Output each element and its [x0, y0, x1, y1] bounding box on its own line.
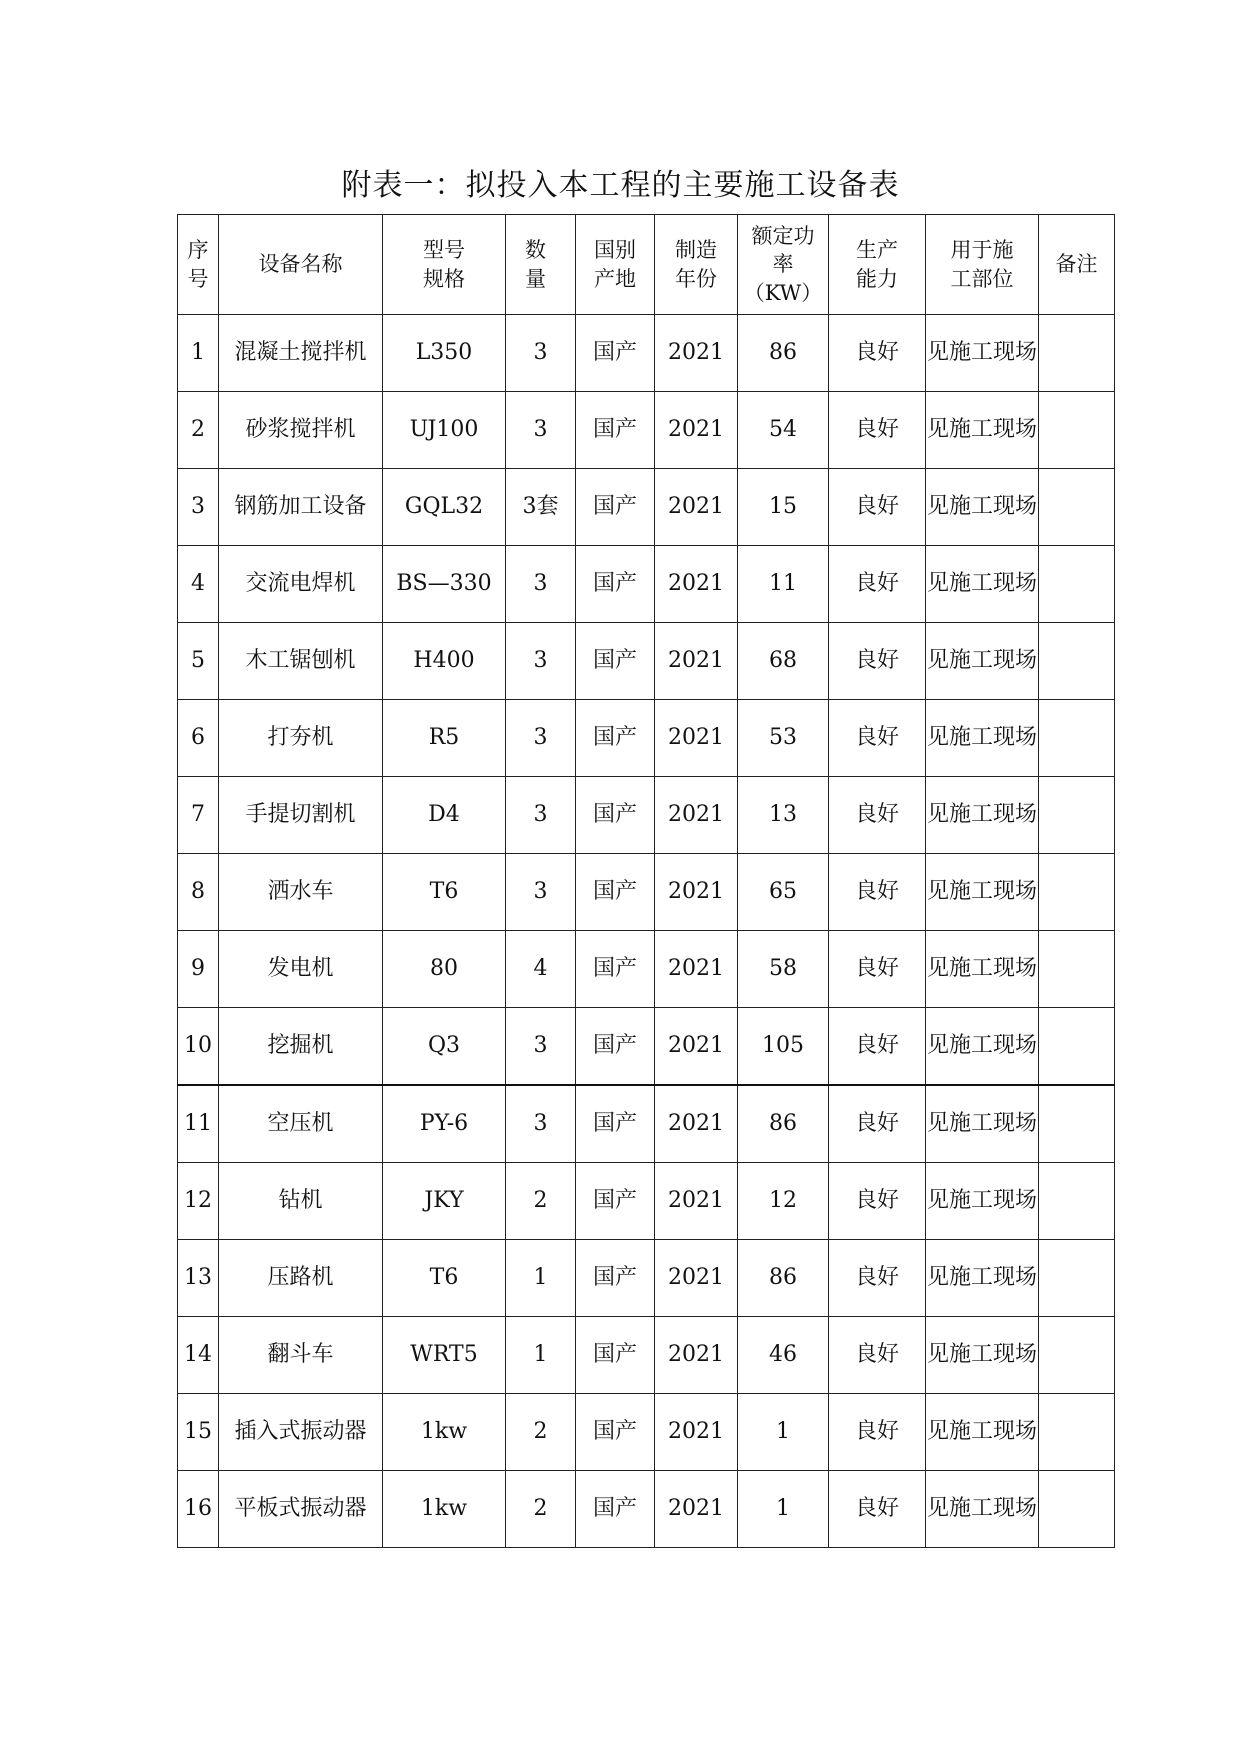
cell-remark	[1039, 1317, 1115, 1394]
cell-capacity: 良好	[829, 315, 926, 392]
table-row	[178, 700, 1115, 777]
cell-origin: 国产	[576, 1085, 655, 1163]
cell-origin: 国产	[576, 777, 655, 854]
cell-name: 发电机	[219, 931, 383, 1008]
cell-capacity: 良好	[829, 1317, 926, 1394]
column-header-origin: 国别 产地	[576, 215, 655, 315]
cell-remark	[1039, 315, 1115, 392]
cell-capacity: 良好	[829, 777, 926, 854]
cell-year: 2021	[655, 1317, 738, 1394]
cell-origin: 国产	[576, 392, 655, 469]
cell-power: 13	[738, 777, 829, 854]
cell-seq: 9	[178, 931, 219, 1008]
cell-qty: 3	[506, 392, 576, 469]
cell-capacity: 良好	[829, 931, 926, 1008]
cell-year: 2021	[655, 1085, 738, 1163]
column-header-remark: 备注	[1039, 215, 1115, 315]
cell-remark	[1039, 1085, 1115, 1163]
cell-power: 86	[738, 1240, 829, 1317]
cell-seq: 6	[178, 700, 219, 777]
cell-power: 53	[738, 700, 829, 777]
cell-origin: 国产	[576, 1394, 655, 1471]
cell-model: PY-6	[383, 1085, 506, 1163]
page-title: 附表一：拟投入本工程的主要施工设备表	[341, 168, 900, 203]
cell-qty: 3套	[506, 469, 576, 546]
cell-usage: 见施工现场	[926, 315, 1039, 392]
cell-capacity: 良好	[829, 546, 926, 623]
cell-capacity: 良好	[829, 700, 926, 777]
cell-qty: 2	[506, 1394, 576, 1471]
cell-year: 2021	[655, 546, 738, 623]
cell-remark	[1039, 1471, 1115, 1548]
cell-seq: 1	[178, 315, 219, 392]
column-header-model: 型号 规格	[383, 215, 506, 315]
cell-model: UJ100	[383, 392, 506, 469]
cell-origin: 国产	[576, 700, 655, 777]
cell-seq: 5	[178, 623, 219, 700]
column-header-capacity: 生产 能力	[829, 215, 926, 315]
cell-qty: 3	[506, 623, 576, 700]
cell-capacity: 良好	[829, 1394, 926, 1471]
table-row	[178, 392, 1115, 469]
cell-qty: 1	[506, 1317, 576, 1394]
cell-seq: 15	[178, 1394, 219, 1471]
cell-year: 2021	[655, 623, 738, 700]
table-row	[178, 315, 1115, 392]
cell-year: 2021	[655, 1240, 738, 1317]
table-row	[178, 777, 1115, 854]
cell-origin: 国产	[576, 623, 655, 700]
cell-power: 11	[738, 546, 829, 623]
cell-year: 2021	[655, 777, 738, 854]
cell-origin: 国产	[576, 546, 655, 623]
cell-usage: 见施工现场	[926, 1240, 1039, 1317]
cell-capacity: 良好	[829, 1085, 926, 1163]
cell-name: 洒水车	[219, 854, 383, 931]
cell-year: 2021	[655, 931, 738, 1008]
cell-model: BS—330	[383, 546, 506, 623]
cell-origin: 国产	[576, 469, 655, 546]
cell-name: 手提切割机	[219, 777, 383, 854]
cell-remark	[1039, 1394, 1115, 1471]
cell-name: 砂浆搅拌机	[219, 392, 383, 469]
cell-remark	[1039, 623, 1115, 700]
cell-power: 15	[738, 469, 829, 546]
column-header-year: 制造 年份	[655, 215, 738, 315]
cell-name: 挖掘机	[219, 1008, 383, 1086]
cell-capacity: 良好	[829, 1008, 926, 1086]
cell-seq: 8	[178, 854, 219, 931]
cell-origin: 国产	[576, 1317, 655, 1394]
cell-seq: 13	[178, 1240, 219, 1317]
table-header-row	[178, 215, 1115, 315]
cell-usage: 见施工现场	[926, 700, 1039, 777]
table-row	[178, 1008, 1115, 1086]
cell-qty: 3	[506, 854, 576, 931]
cell-usage: 见施工现场	[926, 623, 1039, 700]
table-row	[178, 1085, 1115, 1163]
cell-remark	[1039, 700, 1115, 777]
column-header-seq: 序 号	[178, 215, 219, 315]
cell-qty: 2	[506, 1163, 576, 1240]
cell-power: 65	[738, 854, 829, 931]
cell-seq: 10	[178, 1008, 219, 1086]
cell-usage: 见施工现场	[926, 854, 1039, 931]
cell-power: 86	[738, 1085, 829, 1163]
cell-seq: 11	[178, 1085, 219, 1163]
cell-usage: 见施工现场	[926, 1317, 1039, 1394]
cell-power: 58	[738, 931, 829, 1008]
cell-year: 2021	[655, 700, 738, 777]
cell-model: R5	[383, 700, 506, 777]
cell-capacity: 良好	[829, 854, 926, 931]
cell-usage: 见施工现场	[926, 1008, 1039, 1086]
cell-origin: 国产	[576, 315, 655, 392]
cell-remark	[1039, 1008, 1115, 1086]
column-header-qty: 数 量	[506, 215, 576, 315]
cell-seq: 7	[178, 777, 219, 854]
cell-qty: 1	[506, 1240, 576, 1317]
cell-power: 1	[738, 1471, 829, 1548]
cell-model: 1kw	[383, 1471, 506, 1548]
cell-qty: 3	[506, 546, 576, 623]
cell-model: 1kw	[383, 1394, 506, 1471]
cell-model: Q3	[383, 1008, 506, 1086]
cell-name: 平板式振动器	[219, 1471, 383, 1548]
cell-usage: 见施工现场	[926, 1085, 1039, 1163]
cell-name: 钻机	[219, 1163, 383, 1240]
cell-year: 2021	[655, 1471, 738, 1548]
cell-usage: 见施工现场	[926, 546, 1039, 623]
cell-name: 压路机	[219, 1240, 383, 1317]
table-row	[178, 1317, 1115, 1394]
cell-model: D4	[383, 777, 506, 854]
cell-capacity: 良好	[829, 469, 926, 546]
cell-remark	[1039, 546, 1115, 623]
cell-power: 86	[738, 315, 829, 392]
cell-name: 空压机	[219, 1085, 383, 1163]
cell-year: 2021	[655, 854, 738, 931]
cell-power: 54	[738, 392, 829, 469]
cell-year: 2021	[655, 1394, 738, 1471]
cell-seq: 14	[178, 1317, 219, 1394]
cell-remark	[1039, 392, 1115, 469]
cell-seq: 16	[178, 1471, 219, 1548]
cell-name: 钢筋加工设备	[219, 469, 383, 546]
cell-name: 混凝土搅拌机	[219, 315, 383, 392]
cell-qty: 3	[506, 315, 576, 392]
table-body	[178, 315, 1115, 1548]
table-row	[178, 623, 1115, 700]
cell-model: L350	[383, 315, 506, 392]
cell-model: WRT5	[383, 1317, 506, 1394]
cell-model: T6	[383, 854, 506, 931]
cell-usage: 见施工现场	[926, 931, 1039, 1008]
cell-origin: 国产	[576, 1163, 655, 1240]
cell-capacity: 良好	[829, 623, 926, 700]
cell-capacity: 良好	[829, 1471, 926, 1548]
cell-usage: 见施工现场	[926, 777, 1039, 854]
cell-model: T6	[383, 1240, 506, 1317]
cell-qty: 3	[506, 700, 576, 777]
cell-capacity: 良好	[829, 1163, 926, 1240]
cell-year: 2021	[655, 315, 738, 392]
cell-remark	[1039, 469, 1115, 546]
cell-capacity: 良好	[829, 1240, 926, 1317]
table-row	[178, 1471, 1115, 1548]
cell-year: 2021	[655, 1008, 738, 1086]
cell-origin: 国产	[576, 1240, 655, 1317]
cell-seq: 12	[178, 1163, 219, 1240]
cell-remark	[1039, 1240, 1115, 1317]
cell-model: JKY	[383, 1163, 506, 1240]
cell-usage: 见施工现场	[926, 1471, 1039, 1548]
cell-qty: 3	[506, 777, 576, 854]
cell-power: 68	[738, 623, 829, 700]
cell-name: 插入式振动器	[219, 1394, 383, 1471]
equipment-table	[177, 214, 1115, 1548]
cell-power: 12	[738, 1163, 829, 1240]
cell-usage: 见施工现场	[926, 469, 1039, 546]
column-header-name: 设备名称	[219, 215, 383, 315]
cell-usage: 见施工现场	[926, 392, 1039, 469]
cell-year: 2021	[655, 469, 738, 546]
cell-origin: 国产	[576, 931, 655, 1008]
cell-year: 2021	[655, 392, 738, 469]
cell-name: 木工锯刨机	[219, 623, 383, 700]
cell-origin: 国产	[576, 1471, 655, 1548]
cell-remark	[1039, 1163, 1115, 1240]
cell-remark	[1039, 931, 1115, 1008]
cell-power: 1	[738, 1394, 829, 1471]
cell-qty: 3	[506, 1085, 576, 1163]
cell-qty: 3	[506, 1008, 576, 1086]
table-row	[178, 469, 1115, 546]
column-header-power: 额定功 率 （KW）	[738, 215, 829, 315]
cell-model: H400	[383, 623, 506, 700]
cell-remark	[1039, 777, 1115, 854]
table-row	[178, 546, 1115, 623]
cell-usage: 见施工现场	[926, 1163, 1039, 1240]
column-header-usage: 用于施 工部位	[926, 215, 1039, 315]
table-row	[178, 1394, 1115, 1471]
cell-power: 105	[738, 1008, 829, 1086]
cell-remark	[1039, 854, 1115, 931]
cell-power: 46	[738, 1317, 829, 1394]
cell-origin: 国产	[576, 1008, 655, 1086]
cell-model: 80	[383, 931, 506, 1008]
table-row	[178, 854, 1115, 931]
cell-name: 打夯机	[219, 700, 383, 777]
cell-origin: 国产	[576, 854, 655, 931]
cell-model: GQL32	[383, 469, 506, 546]
cell-seq: 2	[178, 392, 219, 469]
cell-name: 交流电焊机	[219, 546, 383, 623]
table-row	[178, 1163, 1115, 1240]
cell-usage: 见施工现场	[926, 1394, 1039, 1471]
cell-capacity: 良好	[829, 392, 926, 469]
cell-seq: 3	[178, 469, 219, 546]
table-row	[178, 1240, 1115, 1317]
cell-name: 翻斗车	[219, 1317, 383, 1394]
cell-year: 2021	[655, 1163, 738, 1240]
cell-seq: 4	[178, 546, 219, 623]
table-row	[178, 931, 1115, 1008]
cell-qty: 2	[506, 1471, 576, 1548]
cell-qty: 4	[506, 931, 576, 1008]
